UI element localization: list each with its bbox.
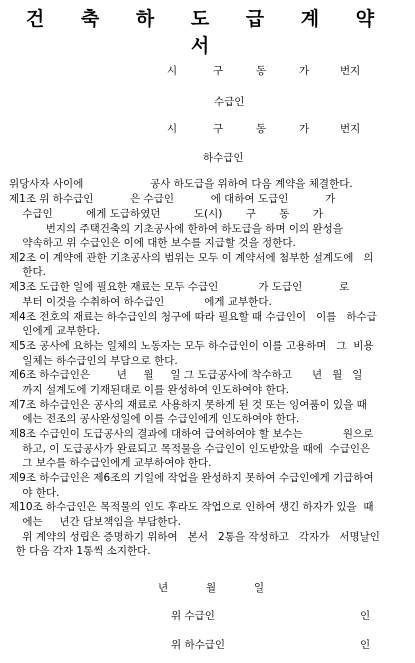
date-day: 일 [254,582,265,594]
body-line: 인에게 교부한다. [9,325,101,337]
signature-label: 위 수급인 [171,610,215,622]
body-line: 제5조 공사에 요하는 일체의 노동자는 모두 하수급인이 이를 고용하며 그 비용 [9,340,374,352]
body-line: 한 다음 각자 1통씩 소지한다. [9,545,151,557]
seal-mark: 인 [360,639,371,651]
address-district: 구 [213,65,224,77]
body-line: 까지 설계도에 기재된대로 이를 완성하여 인도하여야 한다. [9,384,290,396]
address-beonji: 번지 [340,123,361,135]
body-line: 에는 년간 담보책임을 부담한다. [9,516,181,528]
body-line: 제8조 수급인이 도급공사의 결과에 대하여 급여하여야 할 보수는 원으로 [9,428,374,440]
contractor-label: 수급인 [214,96,245,108]
body-line: 제6조 하수급인은 년 월 일 그 도급공사에 착수하고 년 월 일 [9,369,363,381]
date-year: 년 [158,582,169,594]
body-line: 하고, 이 도급공사가 완료되고 목적물을 수급인이 인도받았을 때에 수급인은 [9,443,371,455]
body-line: 수급인 에게 도급하였던 도(시) 구 동 가 [9,208,323,220]
address-dong: 동 [256,123,267,135]
address-beonji: 번지 [340,65,361,77]
address-city: 시 [167,65,178,77]
address-ga: 가 [299,65,310,77]
body-line: 번지의 주택건축의 기초공사에 한하여 하도급을 하며 이의 완성을 [9,223,343,235]
body-line: 제1조 위 하수급인 은 수급인 에 대하여 도급인 가 [9,193,336,205]
body-line: 제10조 하수급인은 목적물의 인도 후라도 작업으로 인하여 생긴 하자가 있을 때 [9,501,374,513]
address-district: 구 [213,123,224,135]
subcontractor-label: 하수급인 [203,152,244,164]
date-month: 월 [206,582,217,594]
body-line: 제9조 하수급인은 제6조의 기일에 작업을 완성하지 못하여 수급인에게 기급하여 [9,472,374,484]
address-ga: 가 [299,123,310,135]
body-line: 약속하고 위 수급인은 이에 대한 보수를 지급할 것을 정한다. [9,237,296,249]
signature-label: 위 하수급인 [171,639,226,651]
seal-mark: 인 [360,610,371,622]
body-line: 일체는 하수급인의 부담으로 한다. [9,355,178,367]
body-line: 제2조 이 계약에 관한 기초공사의 범위는 모두 이 계약서에 첨부한 설계도에 의 [9,252,374,264]
document-title: 건 축 하 도 급 계 약 서 [25,8,390,57]
body-line: 한다. [9,266,46,278]
body-line: 에는 전조의 공사완성일에 이를 수급인에게 인도하여야 한다. [9,413,300,425]
address-dong: 동 [256,65,267,77]
body-line: 부터 이것을 수취하여 하수급인 에게 교부한다. [9,296,272,308]
body-line: 제4조 전호의 재료는 하수급인의 청구에 따라 필요할 때 수급인이 이를 하수급 [9,311,377,323]
body-line: 제3조 도급한 일에 필요한 재료는 모두 수급인 가 도급인 로 [9,281,350,293]
body-line: 그 보수를 하수급인에게 교부하여야 한다. [9,457,212,469]
body-line: 야 한다. [9,487,60,499]
body-line: 제7조 하수급인은 공사의 재료로 사용하지 못하게 된 것 또는 잉여품이 있을 때 [9,399,367,411]
body-line: 위당사자 사이에 공사 하도급을 위하여 다음 계약을 체결한다. [9,178,353,190]
body-line: 위 계약의 성립은 증명하기 위하여 본서 2통을 작성하고 각자가 서명날인 [9,531,380,543]
address-city: 시 [167,123,178,135]
